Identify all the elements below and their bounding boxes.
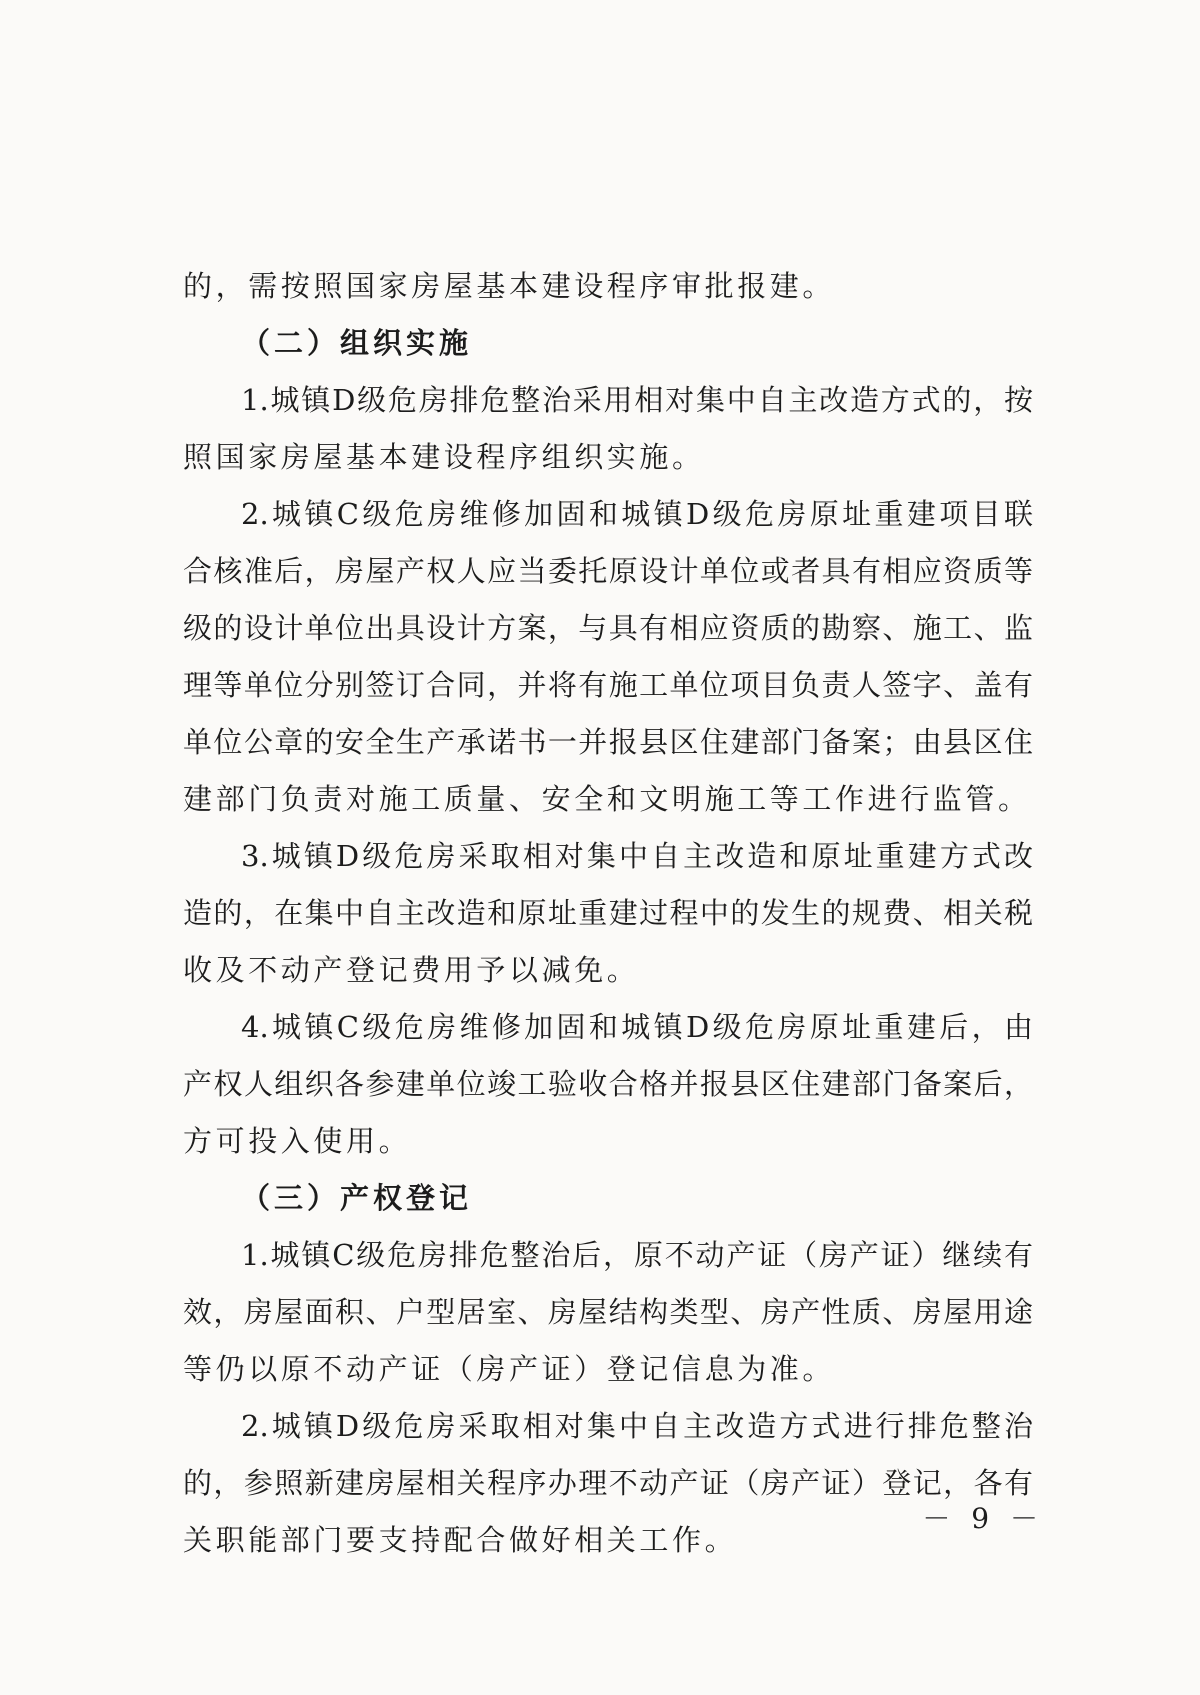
paragraph-line: 2.城镇D级危房采取相对集中自主改造方式进行排危整治 [241,1409,1033,1443]
paragraph-line: 2.城镇C级危房维修加固和城镇D级危房原址重建项目联 [241,497,1033,531]
paragraph-line: 等仍以原不动产证（房产证）登记信息为准。 [183,1352,836,1386]
paragraph-line: 单位公章的安全生产承诺书一并报县区住建部门备案；由县区住 [183,725,1033,759]
paragraph-line: 关职能部门要支持配合做好相关工作。 [183,1523,738,1557]
paragraph-line: 建部门负责对施工质量、安全和文明施工等工作进行监管。 [183,782,1031,816]
paragraph-line: 收及不动产登记费用予以减免。 [183,953,640,987]
paragraph-line: 4.城镇C级危房维修加固和城镇D级危房原址重建后，由 [241,1010,1033,1044]
paragraph-line: 理等单位分别签订合同，并将有施工单位项目负责人签字、盖有 [183,668,1033,702]
document-body [183,258,1033,1569]
paragraph-line: 的，需按照国家房屋基本建设程序审批报建。 [183,269,836,303]
paragraph-line: 级的设计单位出具设计方案，与具有相应资质的勘察、施工、监 [183,611,1033,645]
paragraph-line: 1.城镇C级危房排危整治后，原不动产证（房产证）继续有 [241,1238,1033,1272]
section-heading: （三）产权登记 [241,1181,473,1215]
paragraph-line: 效，房屋面积、户型居室、房屋结构类型、房产性质、房屋用途 [183,1295,1033,1329]
paragraph-line: 方可投入使用。 [183,1124,412,1158]
paragraph-line: 合核准后，房屋产权人应当委托原设计单位或者具有相应资质等 [183,554,1033,588]
paragraph-line: 造的，在集中自主改造和原址重建过程中的发生的规费、相关税 [183,896,1033,930]
page-number: － 9 － [922,1502,1044,1535]
paragraph-line: 产权人组织各参建单位竣工验收合格并报县区住建部门备案后， [183,1067,1033,1101]
paragraph-line: 1.城镇D级危房排危整治采用相对集中自主改造方式的，按 [241,383,1033,417]
paragraph-line: 3.城镇D级危房采取相对集中自主改造和原址重建方式改 [241,839,1033,873]
paragraph-line: 照国家房屋基本建设程序组织实施。 [183,440,705,474]
paragraph-line: 的，参照新建房屋相关程序办理不动产证（房产证）登记，各有 [183,1466,1033,1500]
section-heading: （二）组织实施 [241,326,473,360]
